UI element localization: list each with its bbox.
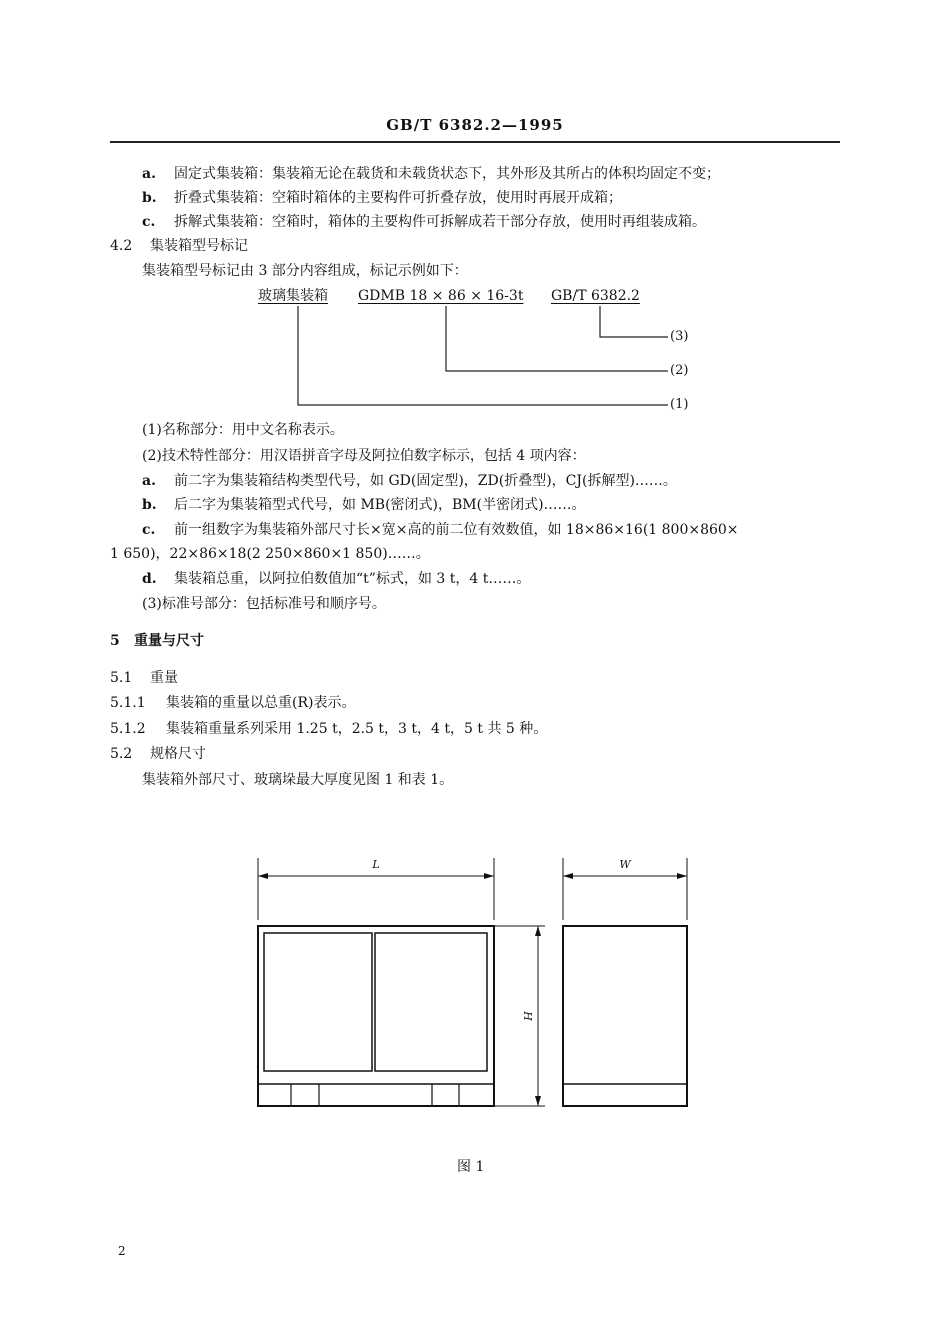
callout-label-1: (1) [670, 397, 689, 412]
arrow-head [563, 873, 573, 879]
section-title: 重量 [150, 670, 178, 686]
section-number: 4.2 [110, 238, 133, 254]
dim-label-H: H [521, 1011, 534, 1021]
arrow-head [535, 926, 541, 936]
page-number: 2 [118, 1244, 126, 1258]
example-std-part: GB/T 6382.2 [551, 288, 640, 304]
list-item [142, 495, 586, 515]
section-number: 5.2 [110, 746, 133, 762]
section-text: 集装箱的重量以总重(R)表示。 [166, 695, 356, 711]
front-view-outline [258, 926, 494, 1106]
section-number: 5.1 [110, 670, 133, 686]
list-item [142, 471, 677, 491]
arrow-head [484, 873, 494, 879]
item-text: 集装箱总重，以阿拉伯数值加“t”标式，如 3 t，4 t……。 [174, 571, 531, 587]
callout-label-3: (3) [670, 329, 689, 344]
list-item [142, 520, 739, 540]
section-5-1-heading [110, 668, 178, 688]
item-text: 拆解式集装箱：空箱时，箱体的主要构件可拆解成若干部分存放，使用时再组装成箱。 [174, 214, 706, 230]
item-label: d. [142, 571, 157, 587]
item-label: b. [142, 497, 157, 513]
dim-label-L: L [372, 858, 380, 871]
item-label: b. [142, 190, 157, 206]
section-number: 5 [110, 633, 120, 649]
item-text: 前一组数字为集装箱外部尺寸长×宽×高的前二位有效数值，如 18×86×16(1 800×860× [174, 522, 739, 538]
callout-label-2: (2) [670, 363, 689, 378]
section-5-2-heading [110, 744, 206, 764]
figure-1-drawing [0, 840, 950, 1120]
arrow-head [535, 1096, 541, 1106]
section-title: 集装箱型号标记 [150, 238, 248, 254]
marking-callout-lines [0, 0, 950, 430]
item-text: 固定式集装箱：集装箱无论在载货和未载货状态下，其外形及其所占的体积均固定不变； [174, 166, 720, 182]
example-tech-part: GDMB 18 × 86 × 16-3t [358, 288, 524, 304]
standard-number-header: GB/T 6382.2—1995 [386, 116, 564, 134]
list-item-continuation: 1 650)，22×86×18(2 250×860×1 850)……。 [110, 546, 430, 562]
item-text: 后二字为集装箱型式代号，如 MB(密闭式)，BM(半密闭式)……。 [174, 497, 586, 513]
part-3-desc: (3)标准号部分：包括标准号和顺序号。 [142, 596, 386, 612]
list-item [142, 569, 530, 589]
part-1-desc: (1)名称部分：用中文名称表示。 [142, 422, 344, 438]
section-5-1-2 [110, 719, 547, 739]
section-number: 5.1.1 [110, 695, 146, 711]
item-text: 前二字为集装箱结构类型代号，如 GD(固定型)，ZD(折叠型)，CJ(拆解型)……。 [174, 473, 677, 489]
item-label: a. [142, 166, 156, 182]
callout-line-3 [600, 306, 668, 337]
item-label: a. [142, 473, 156, 489]
front-door-right [375, 933, 487, 1071]
example-name-part: 玻璃集装箱 [258, 288, 328, 304]
section-number: 5.1.2 [110, 721, 146, 737]
section-title: 重量与尺寸 [134, 633, 204, 649]
section-text: 集装箱重量系列采用 1.25 t，2.5 t，3 t，4 t，5 t 共 5 种。 [166, 721, 548, 737]
callout-line-2 [446, 306, 668, 371]
arrow-head [677, 873, 687, 879]
arrow-head [258, 873, 268, 879]
callout-line-1 [298, 306, 668, 405]
section-5-1-1 [110, 693, 355, 713]
front-door-left [264, 933, 372, 1071]
figure-caption: 图 1 [457, 1159, 485, 1175]
item-label: c. [142, 214, 156, 230]
section-5-2-text: 集装箱外部尺寸、玻璃垛最大厚度见图 1 和表 1。 [142, 772, 454, 788]
side-view-outline [563, 926, 687, 1106]
dim-label-W: W [619, 858, 631, 871]
section-title: 规格尺寸 [150, 746, 206, 762]
section-5-heading [110, 631, 204, 651]
section-4-2-intro: 集装箱型号标记由 3 部分内容组成，标记示例如下： [142, 263, 468, 279]
item-text: 折叠式集装箱：空箱时箱体的主要构件可折叠存放，使用时再展开成箱； [174, 190, 622, 206]
item-label: c. [142, 522, 156, 538]
part-2-desc: (2)技术特性部分：用汉语拼音字母及阿拉伯数字标示，包括 4 项内容： [142, 448, 586, 464]
